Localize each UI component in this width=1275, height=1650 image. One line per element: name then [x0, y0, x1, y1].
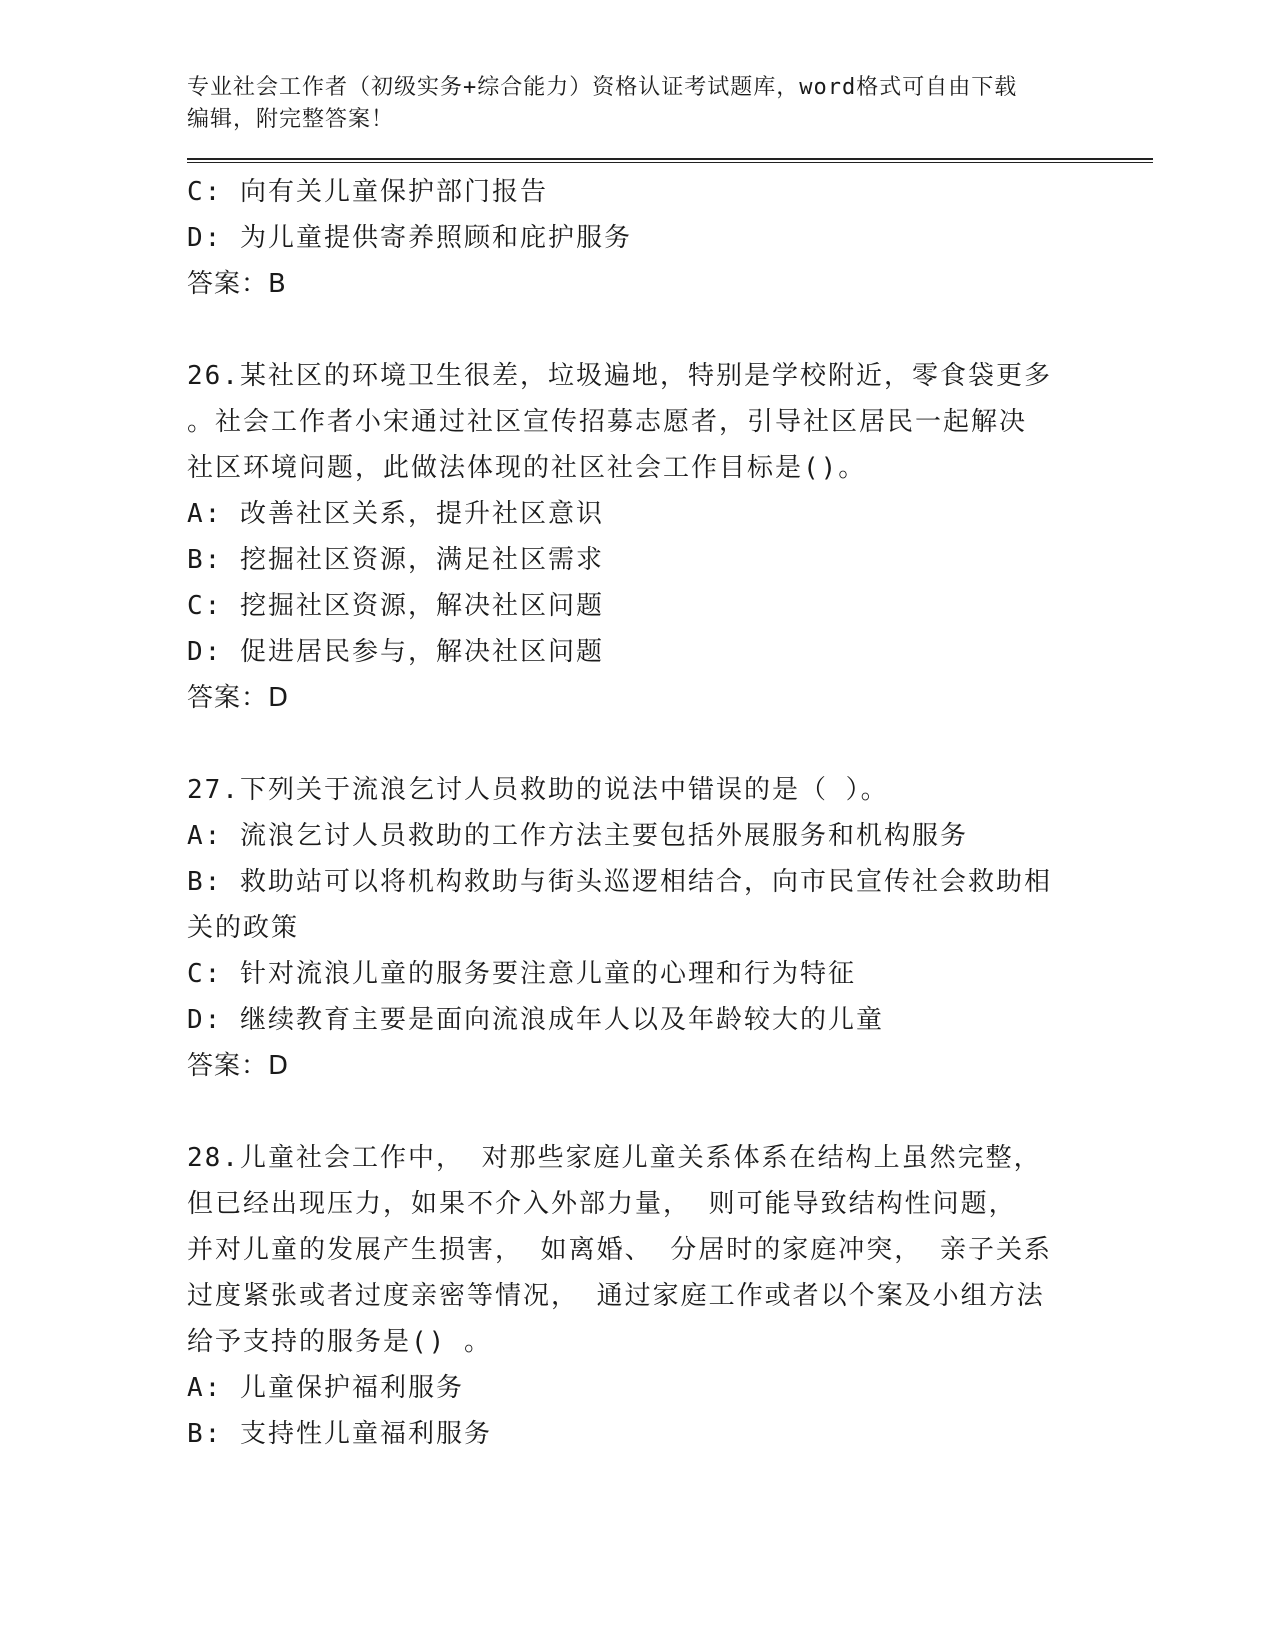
option-a: A: 儿童保护福利服务 — [187, 1373, 464, 1403]
answer-line: 答案：D — [187, 683, 290, 713]
question-28 — [187, 1135, 1077, 1457]
question-stem-line: 26.某社区的环境卫生很差，垃圾遍地，特别是学校附近，零食袋更多 — [187, 361, 1052, 391]
option-c: C: 针对流浪儿童的服务要注意儿童的心理和行为特征 — [187, 959, 856, 989]
question-stem-line: 社区环境问题，此做法体现的社区社会工作目标是()。 — [187, 453, 867, 483]
option-a: A: 改善社区关系，提升社区意识 — [187, 499, 604, 529]
option-d: D: 促进居民参与，解决社区问题 — [187, 637, 604, 667]
header-line-2: 编辑，附完整答案！ — [187, 107, 395, 132]
document-page — [187, 72, 1147, 1457]
header-line-1: 专业社会工作者（初级实务+综合能力）资格认证考试题库，word格式可自由下载 — [187, 75, 1018, 100]
answer-line: 答案：B — [187, 269, 287, 299]
question-stem-line: 27.下列关于流浪乞讨人员救助的说法中错误的是（ ）。 — [187, 775, 889, 805]
page-header — [187, 72, 1087, 136]
answer-line: 答案：D — [187, 1051, 290, 1081]
question-stem-line: 。社会工作者小宋通过社区宣传招募志愿者，引导社区居民一起解决 — [187, 407, 1028, 437]
option-b: B: 支持性儿童福利服务 — [187, 1419, 492, 1449]
question-26 — [187, 353, 1077, 721]
option-c: C: 挖掘社区资源，解决社区问题 — [187, 591, 604, 621]
question-stem-line: 过度紧张或者过度亲密等情况， 通过家庭工作或者以个案及小组方法 — [187, 1281, 1045, 1311]
option-c: C: 向有关儿童保护部门报告 — [187, 177, 548, 207]
option-b: B: 挖掘社区资源，满足社区需求 — [187, 545, 604, 575]
option-b-continued: 关的政策 — [187, 913, 300, 943]
option-d: D: 继续教育主要是面向流浪成年人以及年龄较大的儿童 — [187, 1005, 884, 1035]
question-stem-line: 但已经出现压力，如果不介入外部力量， 则可能导致结构性问题， — [187, 1189, 1017, 1219]
question-content — [187, 169, 1077, 1457]
question-stem-line: 并对儿童的发展产生损害， 如离婚、 分居时的家庭冲突， 亲子关系 — [187, 1235, 1052, 1265]
prev-question — [187, 169, 1077, 307]
header-divider — [187, 158, 1153, 163]
question-27 — [187, 767, 1077, 1089]
question-stem-line: 28.儿童社会工作中， 对那些家庭儿童关系体系在结构上虽然完整， — [187, 1143, 1042, 1173]
option-a: A: 流浪乞讨人员救助的工作方法主要包括外展服务和机构服务 — [187, 821, 968, 851]
option-d: D: 为儿童提供寄养照顾和庇护服务 — [187, 223, 632, 253]
option-b: B: 救助站可以将机构救助与街头巡逻相结合，向市民宣传社会救助相 — [187, 867, 1052, 897]
question-stem-line: 给予支持的服务是() 。 — [187, 1327, 492, 1357]
